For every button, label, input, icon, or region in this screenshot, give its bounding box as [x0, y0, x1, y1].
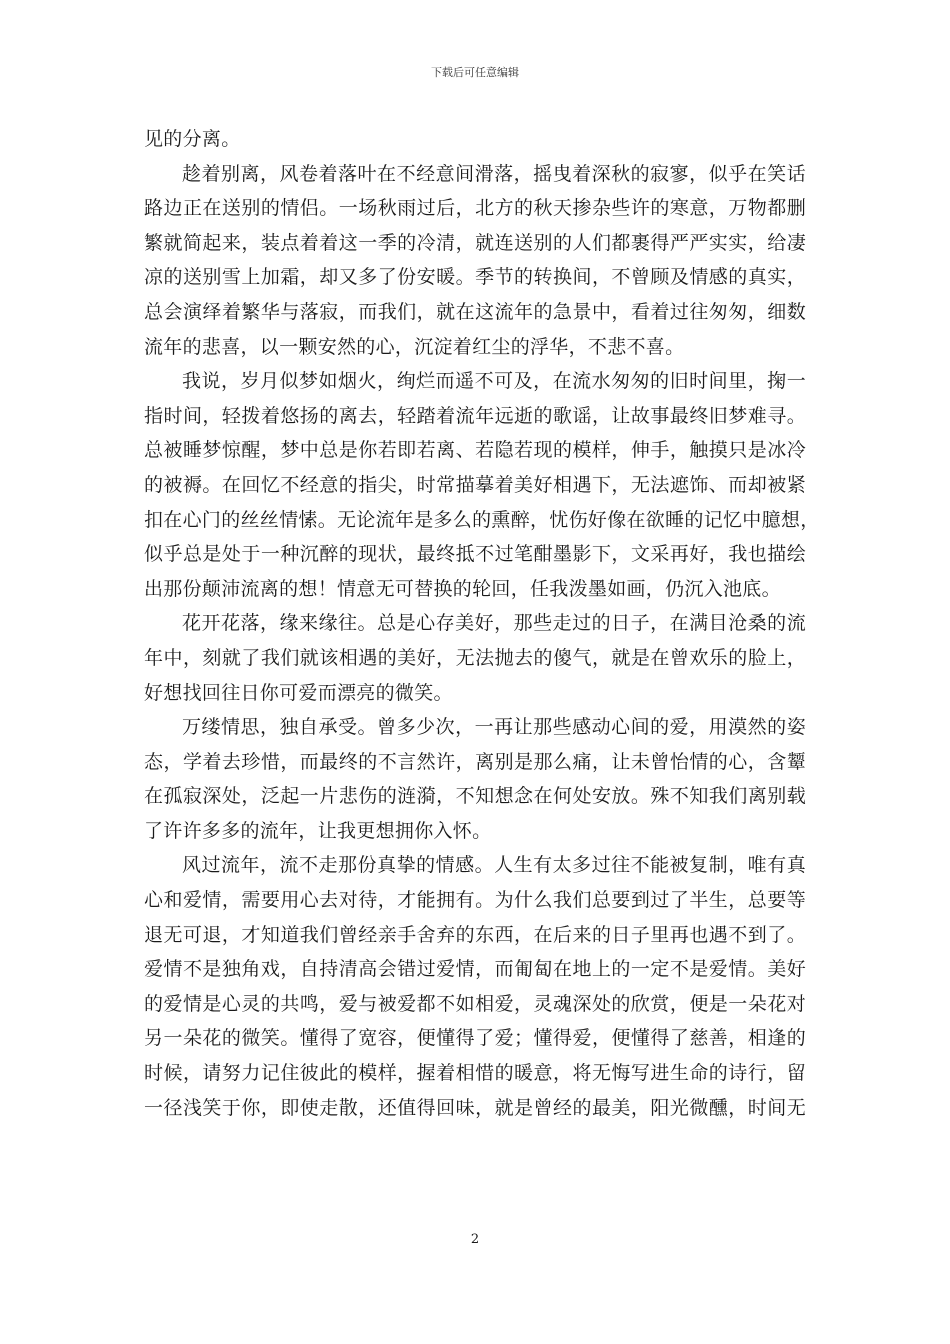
document-body [144, 122, 820, 1125]
text-line: 年中，刻就了我们就该相遇的美好，无法抛去的傻气，就是在曾欢乐的脸上， [144, 646, 806, 669]
text-line: 见的分离。 [144, 128, 241, 150]
paragraph [144, 364, 820, 606]
text-line: 指时间，轻拨着悠扬的离去，轻踏着流年远逝的歌谣，让故事最终旧梦难寻。 [144, 404, 806, 427]
text-line: 繁就简起来，装点着着这一季的冷清，就连送别的人们都裹得严严实实，给凄 [144, 231, 806, 254]
text-line: 万缕情思，独自承受。曾多少次，一再让那些感动心间的爱，用漠然的姿 [182, 716, 806, 739]
text-line: 爱情不是独角戏，自持清高会错过爱情，而匍匐在地上的一定不是爱情。美好 [144, 958, 806, 981]
paragraph [144, 710, 806, 848]
paragraph [144, 157, 806, 365]
text-line: 在孤寂深处，泛起一片悲伤的涟漪，不知想念在何处安放。殊不知我们离别载 [144, 785, 806, 808]
page-number: 2 [470, 1232, 480, 1247]
text-line: 好想找回往日你可爱而漂亮的微笑。 [144, 681, 453, 704]
text-line: 退无可退，才知道我们曾经亲手舍弃的东西，在后来的日子里再也遇不到了。 [144, 923, 806, 946]
text-line: 的被褥。在回忆不经意的指尖，时常描摹着美好相遇下，无法遮饰、而却被紧 [144, 473, 806, 496]
text-line: 路边正在送别的情侣。一场秋雨过后，北方的秋天掺杂些许的寒意，万物都删 [144, 197, 806, 220]
text-line: 凉的送别雪上加霜，却又多了份安暖。季节的转换间，不曾顾及情感的真实， [144, 266, 806, 289]
text-line: 了许许多多的流年，让我更想拥你入怀。 [144, 819, 492, 842]
text-line: 趁着别离，风卷着落叶在不经意间滑落，摇曳着深秋的寂寥，似乎在笑话 [182, 162, 806, 185]
text-line: 时候，请努力记住彼此的模样，握着相惜的暖意，将无悔写进生命的诗行，留 [144, 1062, 806, 1085]
text-line: 出那份颠沛流离的想！情意无可替换的轮回，任我泼墨如画，仍沉入池底。 [144, 577, 781, 600]
text-line: 风过流年，流不走那份真挚的情感。人生有太多过往不能被复制，唯有真 [182, 854, 806, 877]
text-line: 流年的悲喜，以一颗安然的心，沉淀着红尘的浮华，不悲不喜。 [144, 335, 685, 358]
text-line: 花开花落，缘来缘往。总是心存美好，那些走过的日子，在满目沧桑的流 [182, 612, 806, 635]
text-line: 我说，岁月似梦如烟火，绚烂而遥不可及，在流水匆匆的旧时间里，掬一 [182, 370, 806, 393]
page-header: 下载后可任意编辑 [431, 66, 519, 79]
paragraph [144, 122, 806, 157]
text-line: 一径浅笑于你，即使走散，还值得回味，就是曾经的最美，阳光微醺，时间无 [144, 1096, 806, 1119]
paragraph [144, 848, 806, 1125]
text-line: 扣在心门的丝丝情愫。无论流年是多么的熏醉，忧伤好像在欲睡的记忆中臆想， [144, 508, 820, 531]
paragraph [144, 606, 806, 710]
text-line: 总会演绎着繁华与落寂，而我们，就在这流年的急景中，看着过往匆匆，细数 [144, 300, 806, 323]
text-line: 似乎总是处于一种沉醉的现状，最终抵不过笔酣墨影下，文采再好，我也描绘 [144, 543, 806, 566]
text-line: 的爱情是心灵的共鸣，爱与被爱都不如相爱，灵魂深处的欣赏，便是一朵花对 [144, 992, 806, 1015]
text-line: 心和爱情，需要用心去对待，才能拥有。为什么我们总要到过了半生，总要等 [144, 889, 806, 912]
text-line: 总被睡梦惊醒，梦中总是你若即若离、若隐若现的模样，伸手，触摸只是冰冷 [144, 439, 806, 462]
text-line: 态，学着去珍惜，而最终的不言然许，离别是那么痛，让未曾怡情的心，含颦 [144, 750, 806, 773]
text-line: 另一朵花的微笑。懂得了宽容，便懂得了爱；懂得爱，便懂得了慈善，相逢的 [144, 1027, 806, 1050]
